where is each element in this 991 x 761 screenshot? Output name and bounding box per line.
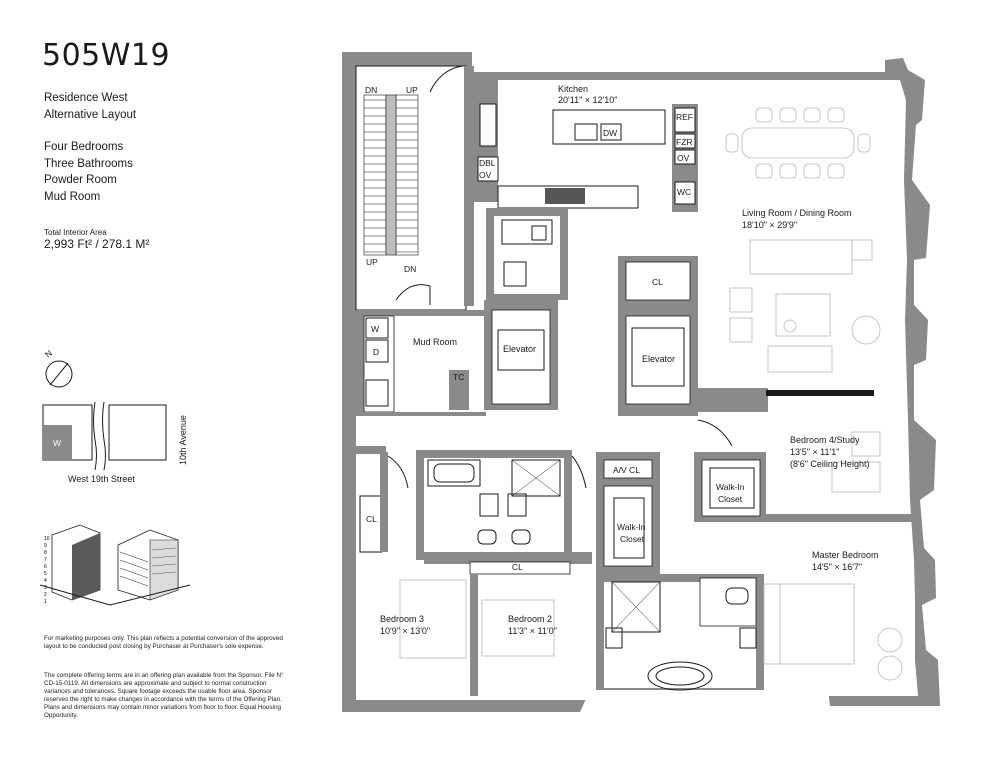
- master-bedroom-dimensions: 14'5" × 16'7": [812, 562, 863, 572]
- trash-chute-label: TC: [453, 372, 465, 382]
- floor-number: 7: [44, 557, 47, 563]
- elevator-label: Elevator: [503, 344, 537, 354]
- dryer-label: D: [373, 347, 380, 357]
- bathroom-center: [416, 450, 592, 574]
- disclaimer-offering: The complete offering terms are in an offering plan available from the Sponsor. File N° CD-15-0119. All dimensions are approximate and subject to normal construction variances and tolerances. Square footage exceeds the usable floor area. Sponsor reserves the right to make changes in accordance with the terms of the Offering Plan. Plans and dimensions may contain minor variations from floor to floor. Equal Housing Opportunity.: [44, 672, 284, 719]
- residence-line: Residence West: [44, 92, 128, 104]
- avenue-label: 10th Avenue: [178, 415, 188, 465]
- location-keymap: [43, 402, 188, 484]
- residence-line: Alternative Layout: [44, 108, 137, 121]
- mud-room-name: Mud Room: [413, 337, 458, 347]
- compass-north-label: N: [42, 347, 54, 360]
- bedroom-4-ceiling-note: (8'6" Ceiling Height): [790, 459, 870, 469]
- wine-cooler-label: WC: [677, 187, 692, 197]
- bedroom-4-wall: [766, 514, 912, 522]
- closet-label: CL: [652, 277, 663, 287]
- bedroom-4-dimensions: 13'5" × 11'1": [790, 447, 840, 457]
- feature-item: Powder Room: [44, 174, 117, 186]
- bedroom-3-name: Bedroom 3: [380, 614, 425, 624]
- bedroom-3-dimensions: 10'9" × 13'0": [380, 626, 431, 636]
- brand-logo: 505W19: [42, 38, 171, 73]
- feature-item: Mud Room: [44, 190, 101, 203]
- bedroom-2-name: Bedroom 2: [508, 614, 553, 624]
- elevator-west: [484, 300, 558, 410]
- floor-number: 9: [44, 543, 47, 549]
- stair-down-label: DN: [365, 85, 378, 95]
- stair-down-label: DN: [404, 264, 417, 274]
- floor-number: 4: [44, 578, 47, 584]
- double-oven-label: DBL: [479, 158, 496, 168]
- living-room-dimensions: 18'10" × 29'9": [742, 220, 798, 230]
- refrigerator-label: REF: [676, 112, 693, 122]
- floor-number: 2: [44, 592, 47, 598]
- elevator-label: Elevator: [642, 354, 676, 364]
- floor-number: 6: [44, 564, 47, 570]
- stair-core: [356, 66, 486, 316]
- floor-number: 1: [44, 599, 47, 605]
- walk-in-label: Closet: [620, 534, 645, 544]
- walk-in-label: Closet: [718, 494, 743, 504]
- walk-in-closet-master: [694, 452, 766, 522]
- unit-label: W: [53, 438, 62, 448]
- av-closet-and-walkin: [596, 452, 660, 574]
- sink: [575, 124, 597, 140]
- kitchen-dimensions: 20'11" × 12'10": [558, 95, 618, 105]
- bedroom-4-name: Bedroom 4/Study: [790, 435, 860, 445]
- hallway: [356, 416, 696, 446]
- feature-item: Three Bathrooms: [44, 157, 133, 170]
- floor-number: 8: [44, 550, 47, 556]
- walk-in-label: Walk-In: [617, 522, 646, 532]
- oven-label: OV: [677, 153, 690, 163]
- master-bathroom: [596, 574, 764, 690]
- walk-in-label: Walk-In: [716, 482, 745, 492]
- washer-label: W: [371, 324, 380, 334]
- oven-label: OV: [479, 170, 492, 180]
- cooktop: [545, 188, 585, 204]
- area-label: Total Interior Area: [44, 228, 107, 237]
- compass: [43, 348, 72, 387]
- av-closet-label: A/V CL: [613, 465, 640, 475]
- floor-number: 3: [44, 585, 47, 591]
- floor-number: 10: [44, 536, 50, 542]
- feature-item: Four Bedrooms: [44, 141, 124, 153]
- street-label: West 19th Street: [68, 474, 135, 484]
- master-bedroom-name: Master Bedroom: [812, 550, 879, 560]
- building-axonometric: [40, 525, 190, 605]
- dishwasher-label: DW: [603, 128, 618, 138]
- floor-numbers: [44, 536, 50, 605]
- living-room-name: Living Room / Dining Room: [742, 208, 852, 218]
- bedroom-2-dimensions: 11'3" × 11'0": [508, 626, 557, 636]
- closet-label: CL: [366, 514, 377, 524]
- kitchen-name: Kitchen: [558, 84, 589, 94]
- freezer-label: FZR: [676, 137, 693, 147]
- powder-room: [486, 208, 568, 300]
- area-value: 2,993 Ft² / 278.1 M²: [44, 237, 150, 251]
- floor-number: 5: [44, 571, 47, 577]
- disclaimer-marketing: For marketing purposes only. This plan reflects a potential conversion of the approved layout to be conducted post closing by Purchaser at Purchaser's sole expense.: [44, 635, 283, 650]
- stair-up-label: UP: [406, 85, 418, 95]
- stair-up-label: UP: [366, 257, 378, 267]
- closet-label: CL: [512, 562, 523, 572]
